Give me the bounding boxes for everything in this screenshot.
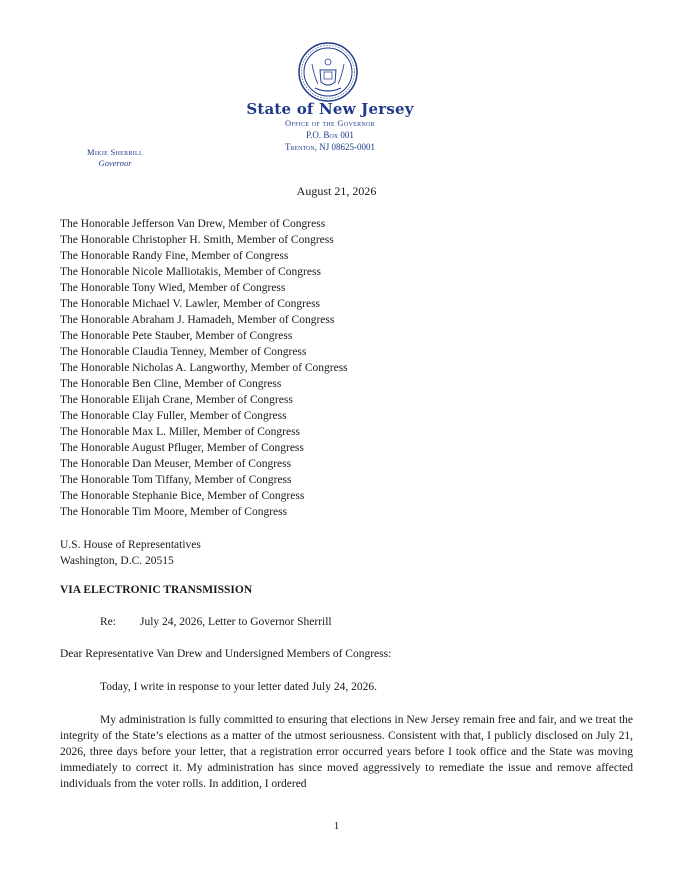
address-line-2: Washington, D.C. 20515: [60, 555, 174, 567]
recipient-line: The Honorable Tim Moore, Member of Congress: [60, 506, 288, 518]
recipient-line: The Honorable August Pfluger, Member of Congress: [60, 442, 304, 454]
recipient-line: The Honorable Nicole Malliotakis, Member of Congress: [60, 266, 321, 278]
paragraph-1: Today, I write in response to your letter dated July 24, 2026.: [100, 681, 377, 693]
letterhead: [190, 100, 470, 153]
recipient-line: The Honorable Dan Meuser, Member of Congress: [60, 458, 292, 470]
recipient-line: The Honorable Michael V. Lawler, Member of Congress: [60, 298, 321, 310]
recipient-line: The Honorable Abraham J. Hamadeh, Member of Congress: [60, 314, 335, 326]
transmission-method: VIA ELECTRONIC TRANSMISSION: [60, 584, 253, 596]
recipient-line: The Honorable Pete Stauber, Member of Congress: [60, 330, 293, 342]
letter-date: August 21, 2026: [296, 184, 377, 198]
address-line-1: U.S. House of Representatives: [60, 539, 201, 551]
paragraph-2-text: My administration is fully committed to ensuring that elections in New Jersey remain free and fair, and we treat the integrity of the State’s elections as a matter of the utmost seriousness. Consistent with that, I publicly disclosed on July 21, 2026, three days before your letter, that a registration error occurred years before I took office and the State was moving immediately to correct it. My administration has since moved aggressively to remediate the issue and remove affected individuals from the voter rolls. In addition, I ordered: [60, 714, 633, 790]
governor-name: Mikie Sherrill: [87, 147, 143, 157]
city-line: Trenton, NJ 08625-0001: [285, 142, 375, 152]
salutation: Dear Representative Van Drew and Undersigned Members of Congress:: [60, 648, 392, 660]
recipient-line: The Honorable Christopher H. Smith, Member of Congress: [60, 234, 334, 246]
recipient-line: The Honorable Ben Cline, Member of Congress: [60, 378, 282, 390]
governor-block: [60, 147, 170, 169]
paragraph-2: [60, 712, 633, 792]
recipient-list: [60, 216, 348, 520]
recipient-line: The Honorable Nicholas A. Langworthy, Member of Congress: [60, 362, 348, 374]
recipient-line: The Honorable Elijah Crane, Member of Congress: [60, 394, 293, 406]
state-name: State of New Jersey: [246, 100, 414, 118]
re-subject: July 24, 2026, Letter to Governor Sherrill: [140, 616, 332, 628]
recipient-line: The Honorable Max L. Miller, Member of Congress: [60, 426, 301, 438]
recipient-line: The Honorable Stephanie Bice, Member of Congress: [60, 490, 305, 502]
po-box: P.O. Box 001: [306, 130, 354, 140]
recipient-line: The Honorable Clay Fuller, Member of Congress: [60, 410, 287, 422]
office-name: Office of the Governor: [285, 118, 375, 128]
governor-title: Governor: [98, 158, 132, 168]
recipient-line: The Honorable Tom Tiffany, Member of Congress: [60, 474, 292, 486]
recipient-line: The Honorable Claudia Tenney, Member of Congress: [60, 346, 307, 358]
state-seal-icon: [298, 42, 358, 102]
recipient-line: The Honorable Tony Wied, Member of Congress: [60, 282, 286, 294]
recipient-address: [60, 537, 201, 569]
subject-line: [100, 616, 332, 628]
recipient-line: The Honorable Randy Fine, Member of Congress: [60, 250, 289, 262]
page-number: 1: [333, 820, 340, 832]
recipient-line: The Honorable Jefferson Van Drew, Member of Congress: [60, 218, 326, 230]
re-label: Re:: [100, 616, 116, 628]
